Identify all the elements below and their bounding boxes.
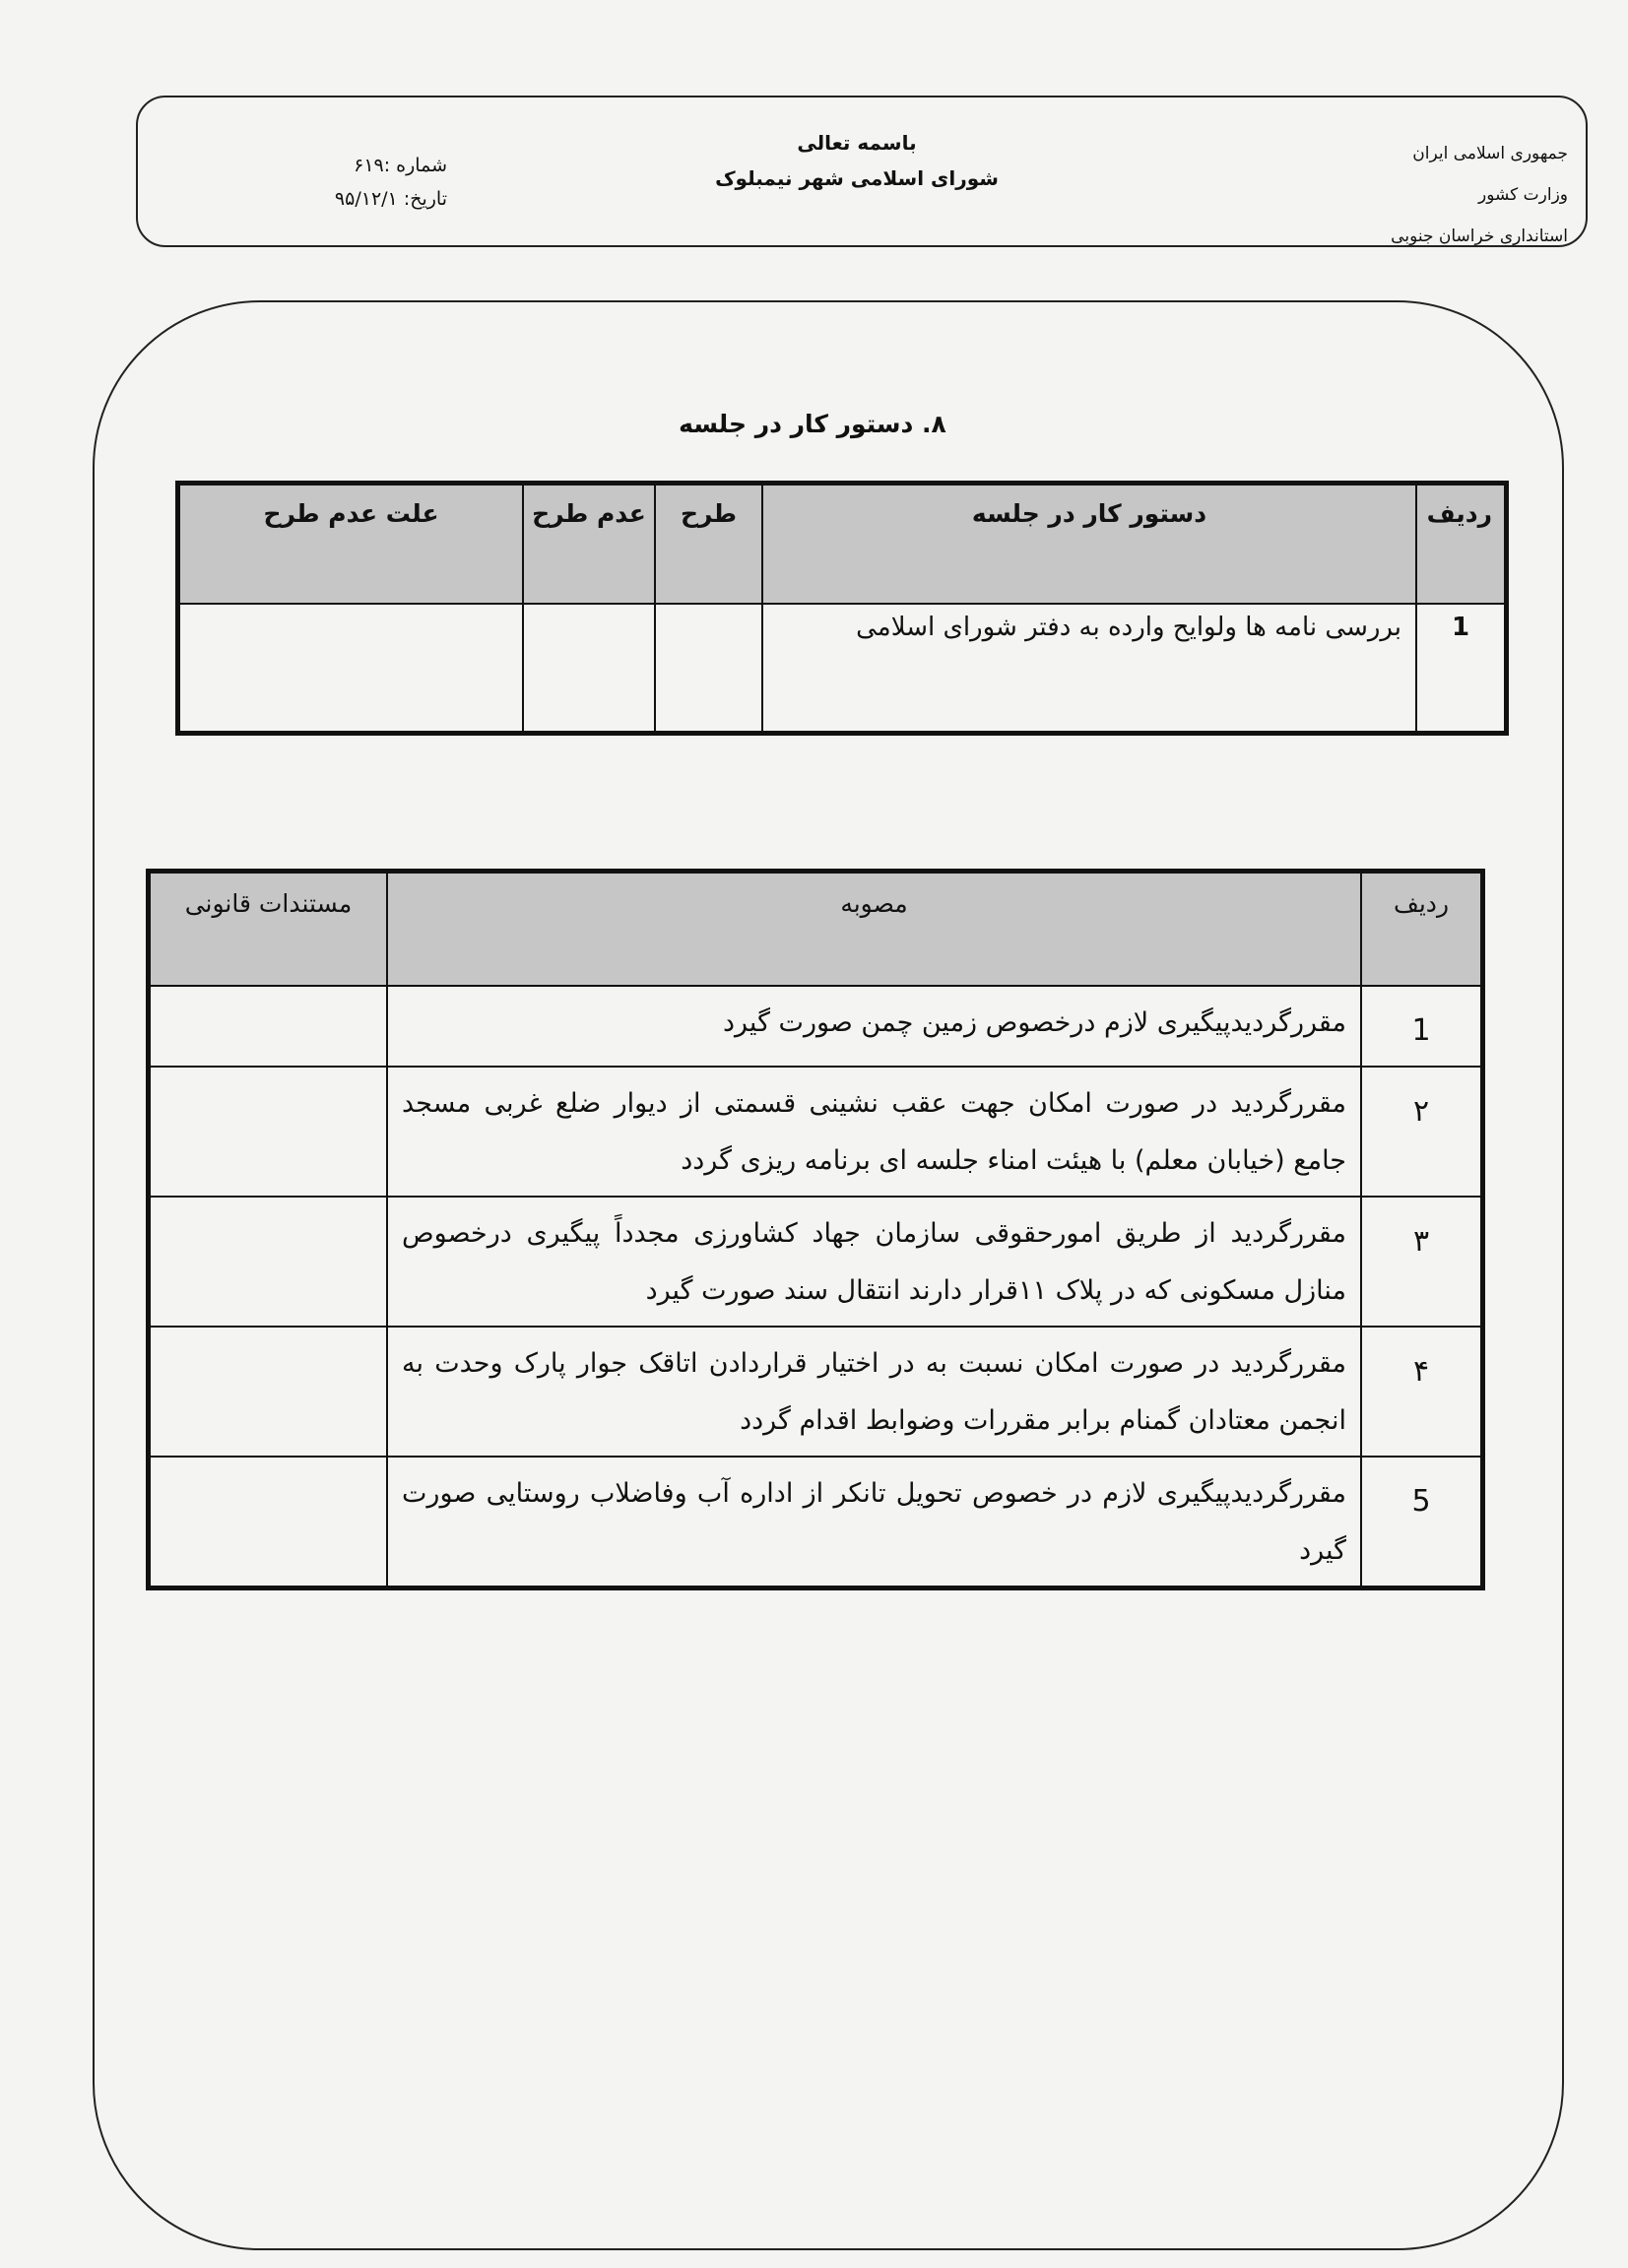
basmala: باسمه تعالی [797, 131, 917, 155]
table-row [149, 1067, 1483, 1197]
col-row: ردیف [1416, 484, 1507, 605]
proposed-cell [655, 604, 762, 734]
agenda-table [175, 481, 1509, 736]
resolution-text: مقررگردید در صورت امکان جهت عقب نشینی قسمتی از دیوار ضلع غربی مسجد جامع (خیابان معلم) با هیئت امناء جلسه ای برنامه ریزی گردد [387, 1067, 1361, 1197]
letter-date: تاریخ: ۹۵/۱۲/۱ [334, 188, 447, 210]
table-row [149, 1327, 1483, 1457]
col-resolution: مصوبه [387, 872, 1361, 987]
col-not-proposed: عدم طرح [523, 484, 655, 605]
col-legal-basis: مستندات قانونی [149, 872, 388, 987]
issuer-block [1312, 133, 1568, 257]
agenda-item: بررسی نامه ها ولوایح وارده به دفتر شورای اسلامی [762, 604, 1416, 734]
ministry-name: وزارت کشور [1477, 185, 1568, 205]
col-proposed: طرح [655, 484, 762, 605]
letter-number: شماره :۶۱۹ [354, 155, 447, 176]
resolution-text: مقررگردید از طریق امورحقوقی سازمان جهاد کشاورزی مجدداً پیگیری درخصوص منازل مسکونی که در پلاک ۱۱قرار دارند انتقال سند صورت گیرد [387, 1197, 1361, 1327]
governorate-name: استانداری خراسان جنوبی [1391, 227, 1568, 246]
agenda-header-row [178, 484, 1507, 605]
legal-basis-cell [149, 1067, 388, 1197]
legal-basis-cell [149, 1457, 388, 1588]
letter-title [689, 125, 1024, 196]
row-number: 1 [1416, 604, 1507, 734]
legal-basis-cell [149, 1197, 388, 1327]
row-number: ۴ [1361, 1327, 1483, 1457]
resolution-text: مقررگردید در صورت امکان نسبت به در اختیار قراردادن اتاقک جوار پارک وحدت به انجمن معتادان گمنام برابر مقررات وضوابط اقدام گردد [387, 1327, 1361, 1457]
resolutions-table [146, 869, 1485, 1590]
legal-basis-cell [149, 1327, 388, 1457]
section-title: ۸. دستور کار در جلسه [679, 410, 946, 438]
resolution-text: مقررگردیدپیگیری لازم در خصوص تحویل تانکر از اداره آب وفاضلاب روستایی صورت گیرد [387, 1457, 1361, 1588]
country-name: جمهوری اسلامی ایران [1412, 144, 1568, 163]
col-agenda: دستور کار در جلسه [762, 484, 1416, 605]
table-row [149, 1457, 1483, 1588]
col-reason: علت عدم طرح [178, 484, 524, 605]
council-name: شورای اسلامی شهر نیمبلوک [715, 166, 999, 190]
letterhead [136, 96, 1588, 247]
letter-meta [191, 149, 447, 216]
row-number: 5 [1361, 1457, 1483, 1588]
col-row: ردیف [1361, 872, 1483, 987]
table-row [149, 986, 1483, 1067]
reason-cell [178, 604, 524, 734]
row-number: 1 [1361, 986, 1483, 1067]
resolution-text: مقررگردیدپیگیری لازم درخصوص زمین چمن صورت گیرد [387, 986, 1361, 1067]
legal-basis-cell [149, 986, 388, 1067]
row-number: ۲ [1361, 1067, 1483, 1197]
not-proposed-cell [523, 604, 655, 734]
row-number: ۳ [1361, 1197, 1483, 1327]
table-row [178, 604, 1507, 734]
table-row [149, 1197, 1483, 1327]
resolutions-header-row [149, 872, 1483, 987]
